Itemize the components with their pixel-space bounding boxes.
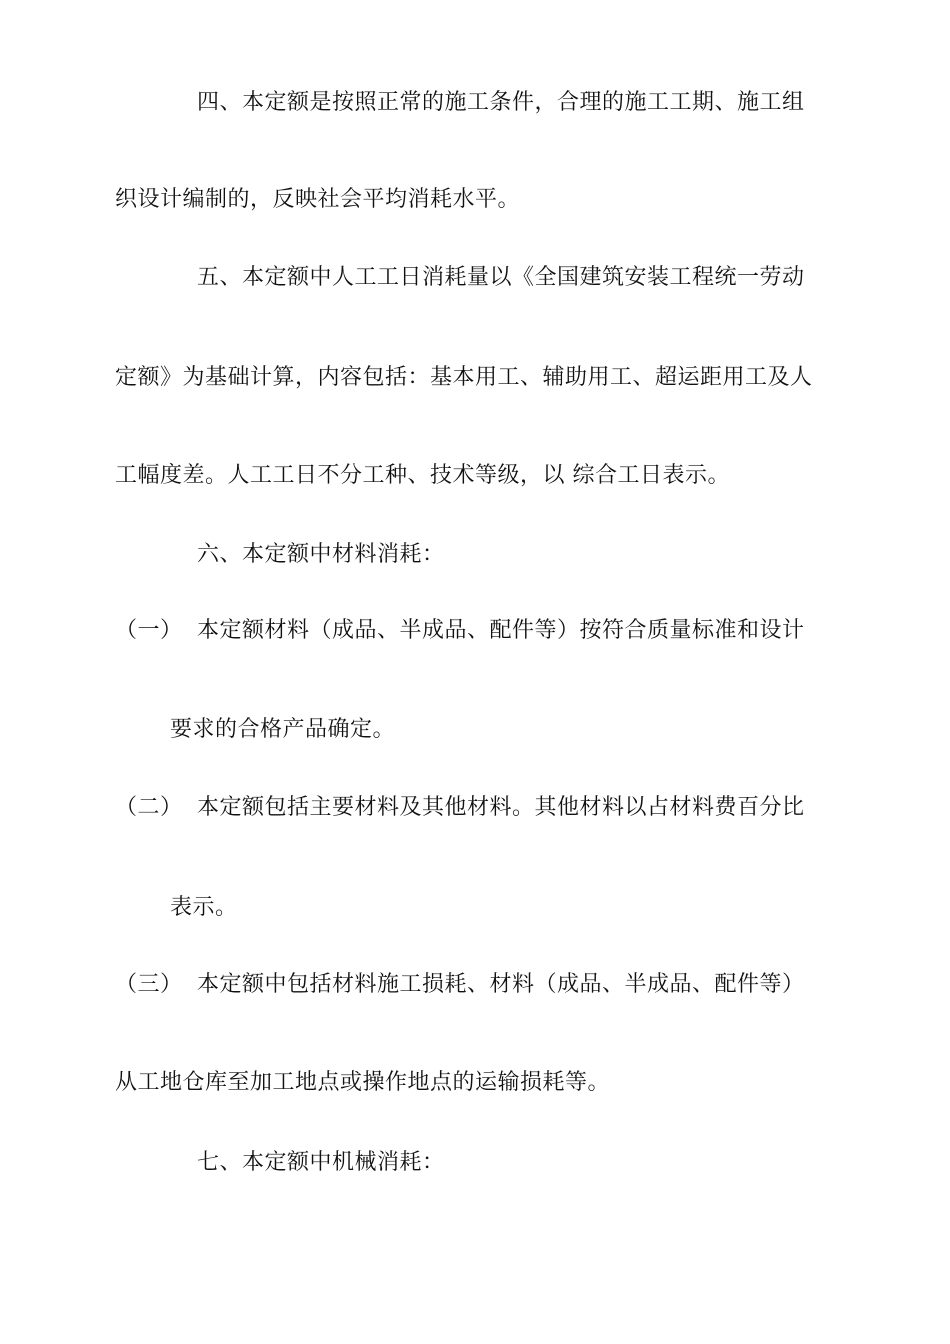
paragraph-5-line-1: 五、本定额中人工工日消耗量以《全国建筑安装工程统一劳动 <box>197 265 805 290</box>
list-item-2-line-1 <box>115 793 805 823</box>
paragraph-5-line-2: 定额》为基础计算，内容包括：基本用工、辅助用工、超运距用工及人 <box>115 365 813 390</box>
list-item-1-line-2: 要求的合格产品确定。 <box>170 717 396 742</box>
paragraph-4-line-1: 四、本定额是按照正常的施工条件，合理的施工工期、施工组 <box>197 90 805 115</box>
list-item-3-line-1 <box>115 970 805 1000</box>
paragraph-7-heading: 七、本定额中机械消耗： <box>197 1150 445 1175</box>
list-item-1-line-1 <box>115 616 805 646</box>
list-item-3-line-2: 从工地仓库至加工地点或操作地点的运输损耗等。 <box>115 1070 611 1095</box>
list-item-2-text: 本定额包括主要材料及其他材料。其他材料以占材料费百分比 <box>197 795 805 820</box>
paragraph-6-heading: 六、本定额中材料消耗： <box>197 542 445 567</box>
list-item-1-marker: （一） <box>115 618 183 643</box>
list-item-1-text: 本定额材料（成品、半成品、配件等）按符合质量标准和设计 <box>197 618 805 643</box>
list-item-3-marker: （三） <box>115 972 183 997</box>
list-item-3-text: 本定额中包括材料施工损耗、材料（成品、半成品、配件等） <box>197 972 805 997</box>
list-item-2-marker: （二） <box>115 795 183 820</box>
list-item-2-line-2: 表示。 <box>170 895 238 920</box>
paragraph-5-line-3: 工幅度差。人工工日不分工种、技术等级，以 综合工日表示。 <box>115 463 730 488</box>
paragraph-4-line-2: 织设计编制的，反映社会平均消耗水平。 <box>115 187 521 212</box>
